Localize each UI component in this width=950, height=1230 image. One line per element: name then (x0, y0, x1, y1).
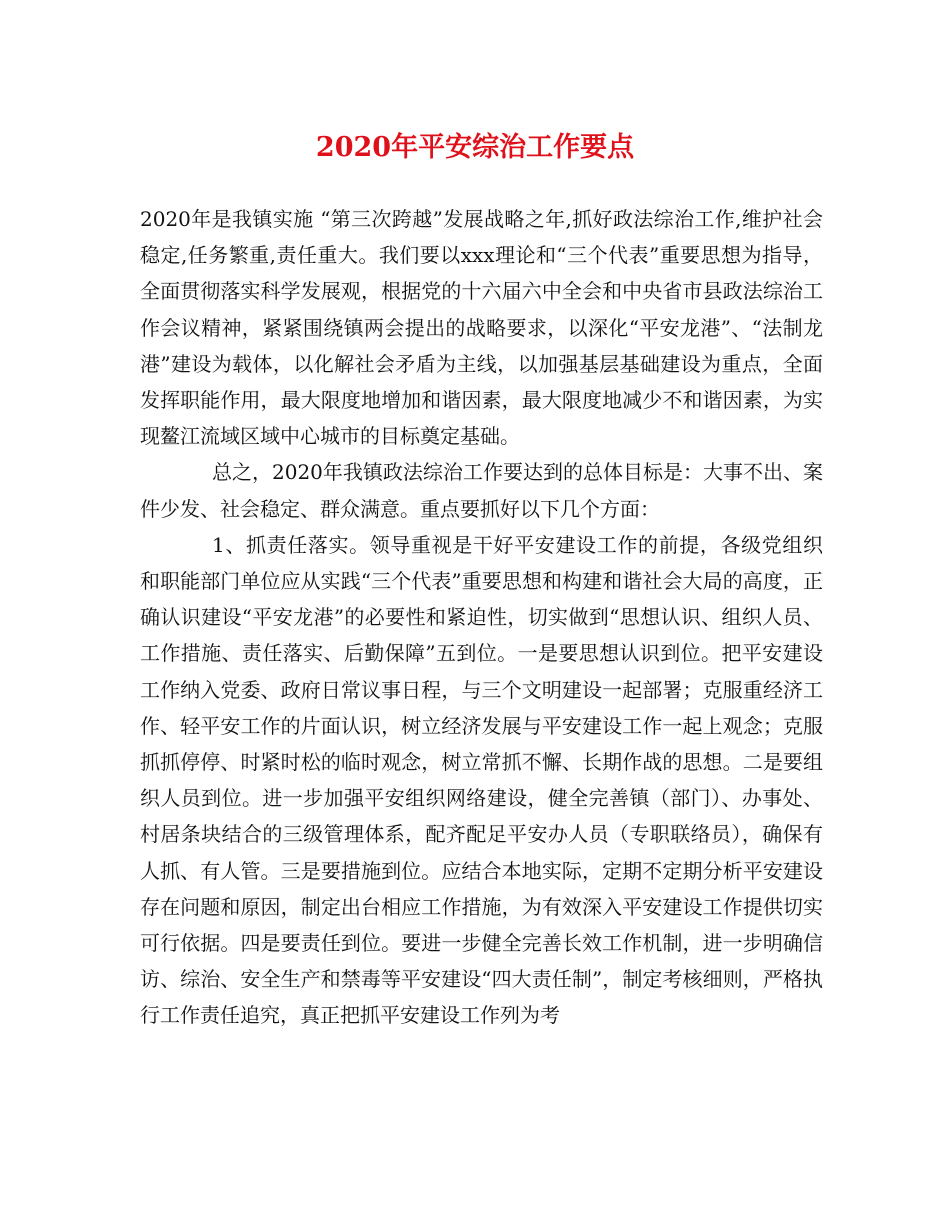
document-body (140, 201, 823, 1034)
paragraph-intro: 2020年是我镇实施 “第三次跨越”发展战略之年,抓好政法综治工作,维护社会稳定,任务繁重,责任重大。我们要以xxx理论和“三个代表”重要思想为指导，全面贯彻落实科学发展观，根据党的十六届六中全会和中央省市县政法综治工作会议精神，紧紧围绕镇两会提出的战略要求，以深化“平安龙港”、“法制龙港”建设为载体，以化解社会矛盾为主线，以加强基层基础建设为重点，全面发挥职能作用，最大限度地增加和谐因素，最大限度地减少不和谐因素，为实现鳌江流域区域中心城市的目标奠定基础。 (140, 207, 823, 449)
document-title: 2020年平安综治工作要点 (315, 132, 635, 163)
paragraph-responsibility: 1、抓责任落实。领导重视是干好平安建设工作的前提，各级党组织和职能部门单位应从实践“三个代表”重要思想和构建和谐社会大局的高度，正确认识建设“平安龙港”的必要性和紧迫性，切实做到“思想认识、组织人员、工作措施、责任落实、后勤保障”五到位。一是要思想认识到位。把平安建设工作纳入党委、政府日常议事日程，与三个文明建设一起部署；克服重经济工作、轻平安工作的片面认识，树立经济发展与平安建设工作一起上观念；克服抓抓停停、时紧时松的临时观念，树立常抓不懈、长期作战的思想。二是要组织人员到位。进一步加强平安组织网络建设，健全完善镇（部门）、办事处、村居条块结合的三级管理体系，配齐配足平安办人员（专职联络员），确保有人抓、有人管。三是要措施到位。应结合本地实际，定期不定期分析平安建设存在问题和原因，制定出台相应工作措施，为有效深入平安建设工作提供切实可行依据。四是要责任到位。要进一步健全完善长效工作机制，进一步明确信访、综治、安全生产和禁毒等平安建设“四大责任制”，制定考核细则，严格执行工作责任追究，真正把抓平安建设工作列为考 (140, 532, 823, 1028)
paragraph-summary: 总之，2020年我镇政法综治工作要达到的总体目标是：大事不出、案件少发、社会稳定、群众满意。重点要抓好以下几个方面： (140, 460, 823, 521)
